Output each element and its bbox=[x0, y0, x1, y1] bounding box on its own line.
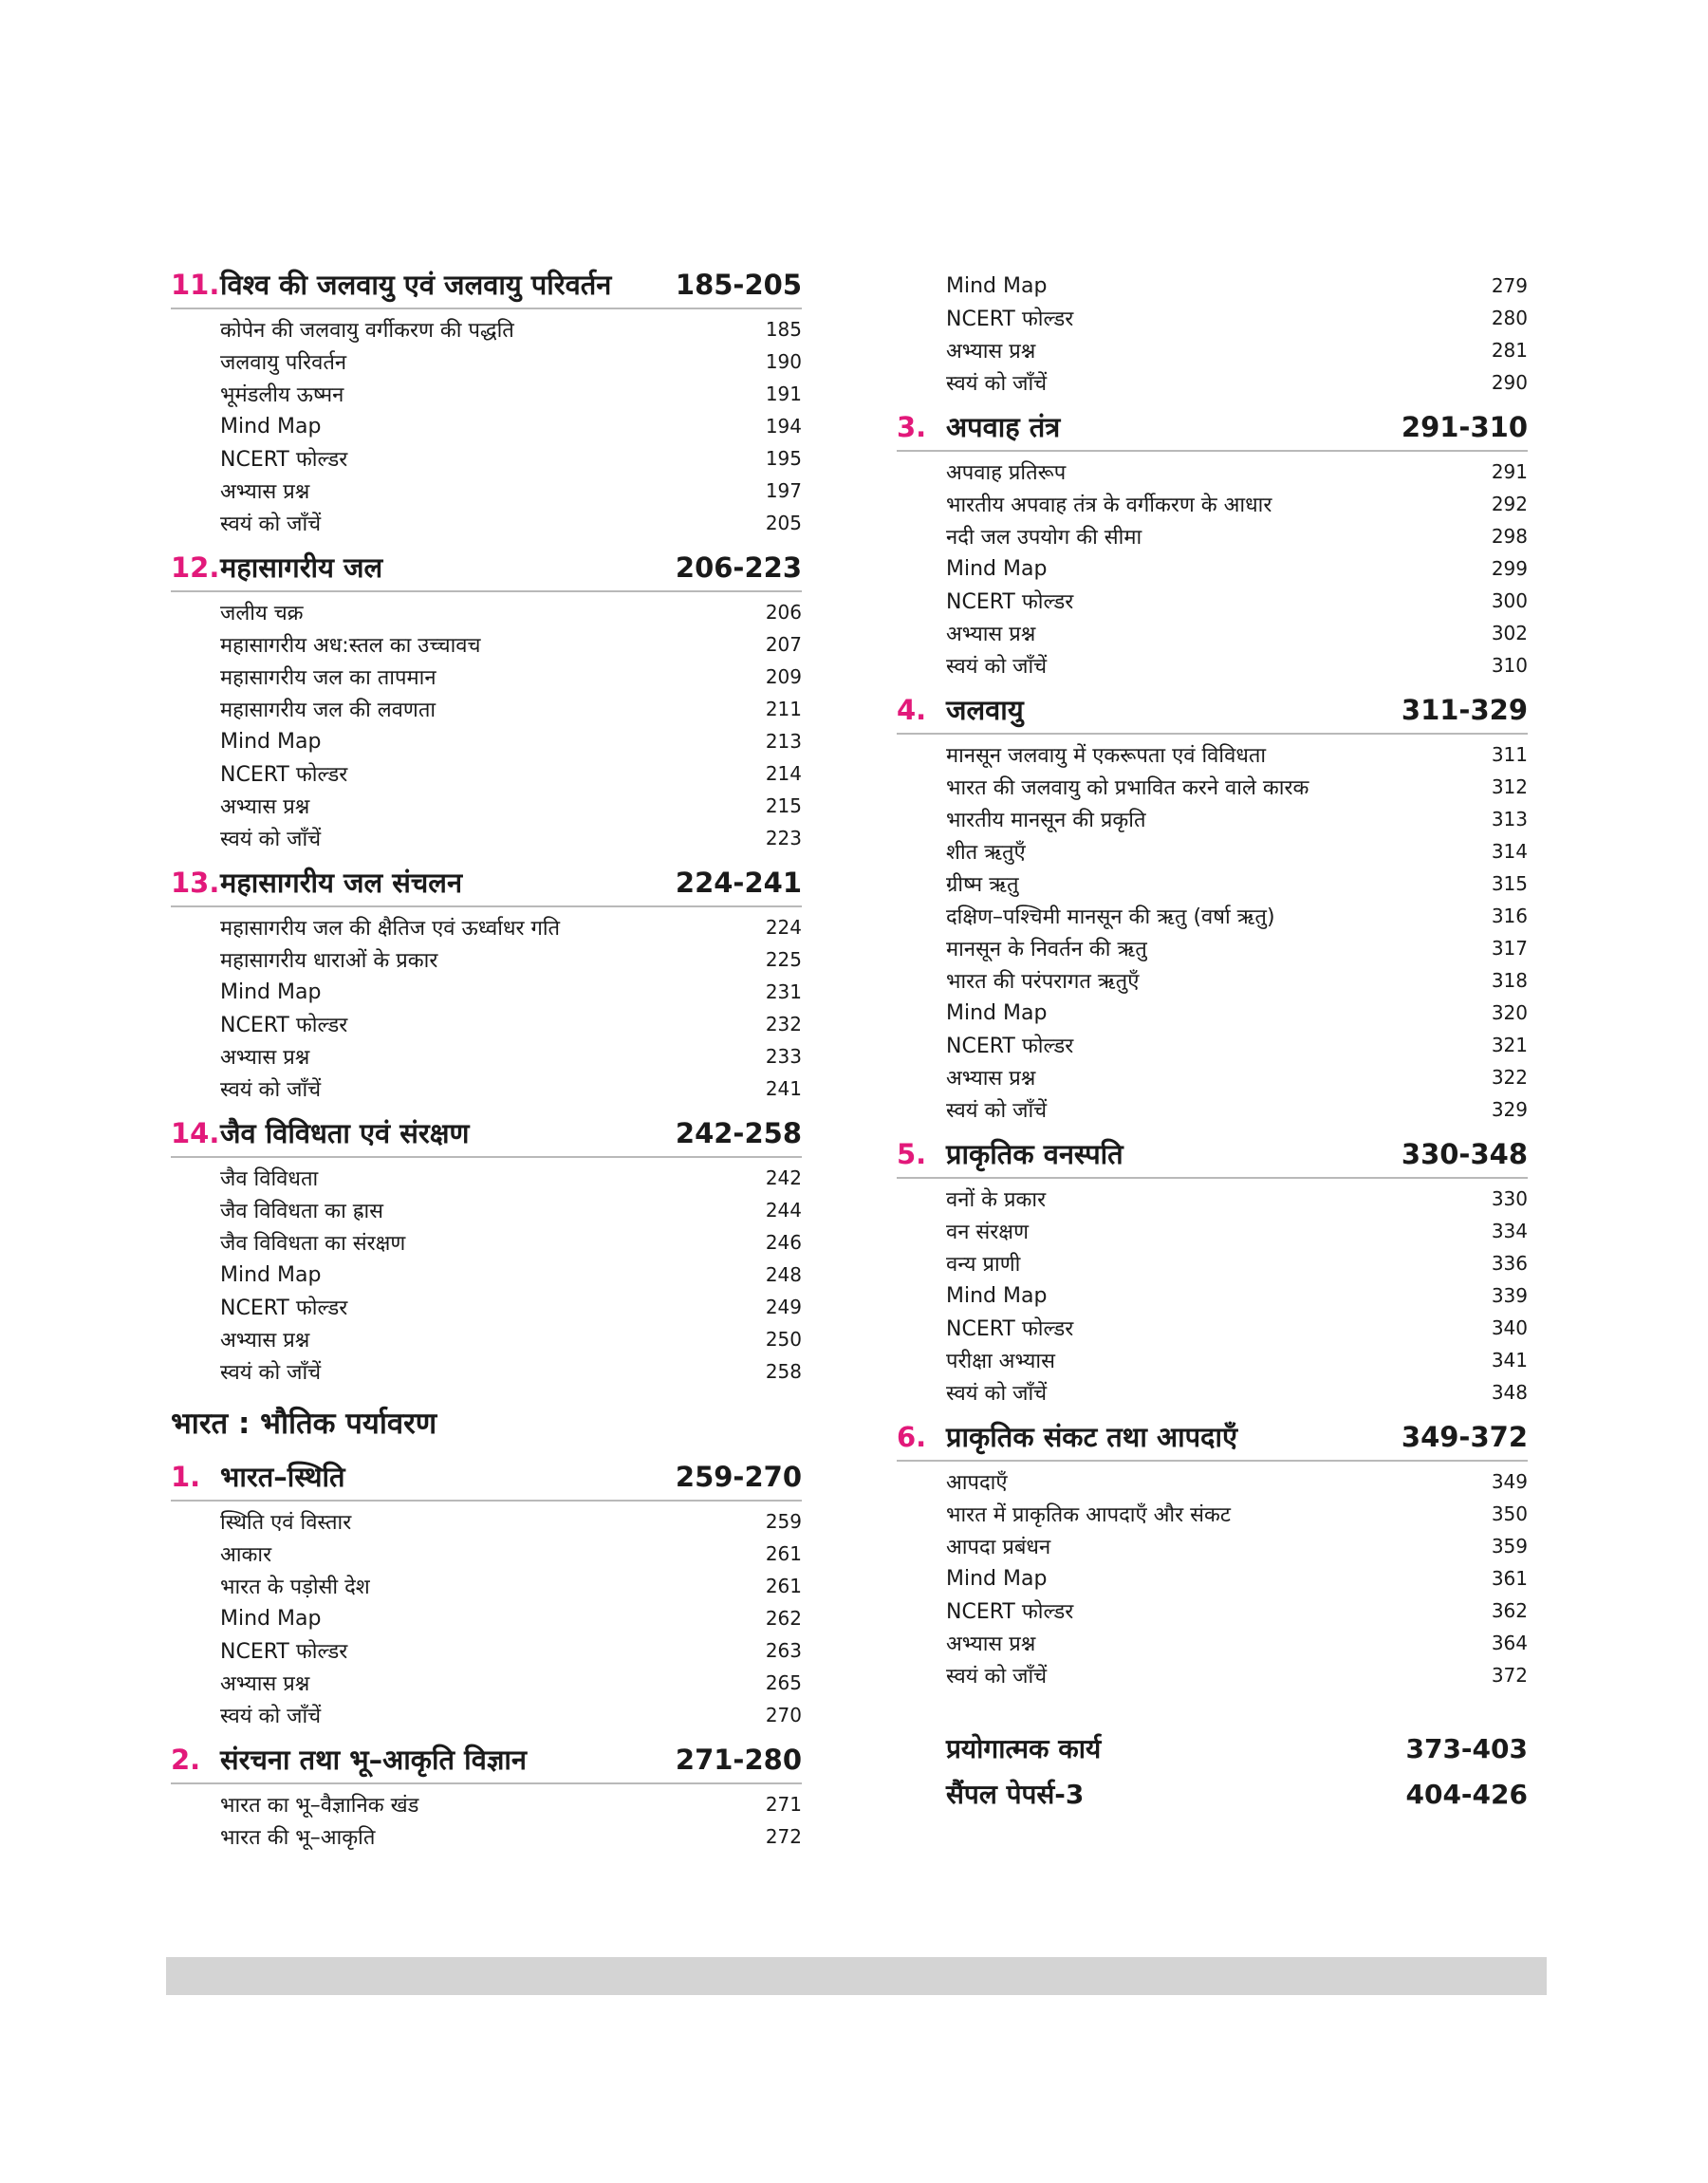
topic-label: मानसून जलवायु में एकरूपता एवं विविधता bbox=[946, 744, 1267, 768]
topic-entry[interactable] bbox=[897, 868, 1528, 900]
topic-page-number: 233 bbox=[765, 1045, 802, 1068]
topic-page-number: 194 bbox=[765, 415, 802, 438]
extra-label: सैंपल पेपर्स-3 bbox=[946, 1779, 1085, 1810]
topic-entry[interactable] bbox=[897, 488, 1528, 520]
topic-label: Mind Map bbox=[220, 1606, 322, 1631]
topic-page-number: 361 bbox=[1491, 1567, 1528, 1590]
topic-entry[interactable] bbox=[171, 313, 802, 345]
topic-label: Mind Map bbox=[220, 414, 322, 438]
topic-label: महासागरीय धाराओं के प्रकार bbox=[220, 949, 438, 973]
topic-page-number: 207 bbox=[765, 633, 802, 656]
topic-page-number: 224 bbox=[765, 916, 802, 939]
chapter-block bbox=[171, 266, 802, 549]
topic-entry[interactable] bbox=[171, 822, 802, 854]
topic-label: शीत ऋतुएँ bbox=[946, 841, 1026, 865]
topic-page-number: 334 bbox=[1491, 1220, 1528, 1242]
topic-label: भारतीय मानसून की प्रकृति bbox=[946, 809, 1146, 832]
topic-page-number: 339 bbox=[1491, 1284, 1528, 1307]
chapter-heading[interactable] bbox=[897, 1418, 1528, 1462]
chapter-number: 2. bbox=[171, 1744, 201, 1776]
topic-page-number: 290 bbox=[1491, 371, 1528, 394]
topic-entry[interactable] bbox=[897, 334, 1528, 366]
topic-label: जैव विविधता का ह्रास bbox=[220, 1200, 384, 1223]
topic-page-number: 320 bbox=[1491, 1001, 1528, 1024]
section-heading: भारत : भौतिक पर्यावरण bbox=[171, 1407, 437, 1441]
extra-entry[interactable] bbox=[897, 1726, 1528, 1771]
topic-list bbox=[171, 1502, 802, 1741]
topic-page-number: 209 bbox=[765, 665, 802, 688]
topic-page-number: 211 bbox=[765, 698, 802, 720]
topic-entry[interactable] bbox=[897, 302, 1528, 334]
chapter-title: महासागरीय जल संचलन bbox=[220, 867, 463, 899]
topic-entry[interactable] bbox=[897, 1530, 1528, 1562]
topic-entry[interactable] bbox=[897, 738, 1528, 771]
topic-page-number: 191 bbox=[765, 382, 802, 405]
topic-label: वन संरक्षण bbox=[946, 1221, 1029, 1244]
topic-page-number: 321 bbox=[1491, 1034, 1528, 1056]
topic-page-number: 315 bbox=[1491, 872, 1528, 895]
topic-label: Mind Map bbox=[220, 980, 322, 1004]
topic-label: अपवाह प्रतिरूप bbox=[946, 461, 1067, 485]
topic-page-number: 316 bbox=[1491, 905, 1528, 927]
topic-entry[interactable] bbox=[171, 1788, 802, 1820]
topic-label: अभ्यास प्रश्न bbox=[220, 1329, 310, 1353]
topic-label: वन्य प्राणी bbox=[946, 1253, 1021, 1277]
topic-page-number: 314 bbox=[1491, 840, 1528, 863]
chapter-page-range: 224-241 bbox=[675, 867, 802, 899]
topic-page-number: 215 bbox=[765, 794, 802, 817]
topic-list bbox=[897, 735, 1528, 1135]
topic-entry[interactable] bbox=[171, 1226, 802, 1259]
topic-entry[interactable] bbox=[171, 596, 802, 628]
topic-label: महासागरीय जल का तापमान bbox=[220, 666, 436, 690]
chapter-block bbox=[897, 1135, 1528, 1418]
topic-label: Mind Map bbox=[220, 729, 322, 754]
chapter-page-range: 291-310 bbox=[1401, 411, 1528, 443]
topic-label: जैव विविधता का संरक्षण bbox=[220, 1232, 406, 1256]
topic-page-number: 249 bbox=[765, 1296, 802, 1318]
topic-entry[interactable] bbox=[897, 456, 1528, 488]
chapter-number: 5. bbox=[897, 1138, 927, 1170]
topic-page-number: 270 bbox=[765, 1704, 802, 1726]
topic-entry[interactable] bbox=[171, 661, 802, 693]
chapter-page-range: 330-348 bbox=[1401, 1138, 1528, 1170]
topic-page-number: 223 bbox=[765, 827, 802, 849]
topic-label: NCERT फोल्डर bbox=[946, 1035, 1074, 1058]
topic-entry[interactable] bbox=[897, 520, 1528, 552]
topic-page-number: 359 bbox=[1491, 1535, 1528, 1558]
topic-page-number: 312 bbox=[1491, 775, 1528, 798]
topic-label: अभ्यास प्रश्न bbox=[946, 1633, 1036, 1656]
topic-entry[interactable] bbox=[171, 1162, 802, 1194]
chapter-heading[interactable] bbox=[171, 1458, 802, 1502]
chapter-heading[interactable] bbox=[897, 1135, 1528, 1179]
toc-left-column bbox=[171, 266, 802, 1862]
topic-label: आपदाएँ bbox=[946, 1471, 1008, 1495]
topic-page-number: 280 bbox=[1491, 307, 1528, 329]
topic-entry[interactable] bbox=[897, 270, 1528, 302]
chapter-title: अपवाह तंत्र bbox=[946, 411, 1061, 443]
topic-page-number: 248 bbox=[765, 1263, 802, 1286]
topic-label: जलवायु परिवर्तन bbox=[220, 351, 347, 375]
chapter-page-range: 311-329 bbox=[1401, 694, 1528, 726]
topic-page-number: 362 bbox=[1491, 1599, 1528, 1622]
topic-page-number: 364 bbox=[1491, 1632, 1528, 1654]
topic-entry[interactable] bbox=[897, 552, 1528, 585]
chapter-title: संरचना तथा भू–आकृति विज्ञान bbox=[220, 1744, 528, 1776]
topic-list bbox=[171, 907, 802, 1114]
topic-page-number: 318 bbox=[1491, 969, 1528, 992]
chapter-page-range: 242-258 bbox=[675, 1117, 802, 1149]
topic-label: NCERT फोल्डर bbox=[946, 1600, 1074, 1624]
topic-page-number: 241 bbox=[765, 1077, 802, 1100]
topic-label: कोपेन की जलवायु वर्गीकरण की पद्धति bbox=[220, 319, 514, 343]
topic-page-number: 206 bbox=[765, 601, 802, 624]
topic-entry[interactable] bbox=[897, 1312, 1528, 1344]
topic-entry[interactable] bbox=[897, 366, 1528, 399]
topic-entry[interactable] bbox=[171, 1355, 802, 1388]
chapter-title: विश्व की जलवायु एवं जलवायु परिवर्तन bbox=[220, 269, 612, 301]
topic-entry[interactable] bbox=[897, 900, 1528, 932]
topic-label: NCERT फोल्डर bbox=[220, 763, 348, 787]
chapter-block bbox=[171, 864, 802, 1114]
topic-list bbox=[171, 1158, 802, 1397]
topic-page-number: 330 bbox=[1491, 1187, 1528, 1210]
topic-label: परीक्षा अभ्यास bbox=[946, 1350, 1055, 1373]
topic-label: Mind Map bbox=[220, 1262, 322, 1287]
topic-entry[interactable] bbox=[171, 943, 802, 976]
topic-label: स्वयं को जाँचें bbox=[946, 1665, 1048, 1689]
topic-label: अभ्यास प्रश्न bbox=[946, 623, 1036, 646]
topic-label: भारत का भू–वैज्ञानिक खंड bbox=[220, 1794, 419, 1818]
topic-page-number: 341 bbox=[1491, 1349, 1528, 1371]
topic-entry[interactable] bbox=[171, 976, 802, 1008]
topic-label: NCERT फोल्डर bbox=[220, 448, 348, 472]
topic-label: अभ्यास प्रश्न bbox=[946, 340, 1036, 364]
topic-entry[interactable] bbox=[897, 1659, 1528, 1691]
topic-entry[interactable] bbox=[171, 1259, 802, 1291]
topic-entry[interactable] bbox=[171, 790, 802, 822]
topic-entry[interactable] bbox=[897, 964, 1528, 997]
topic-page-number: 244 bbox=[765, 1199, 802, 1222]
topic-entry[interactable] bbox=[897, 1183, 1528, 1215]
topic-page-number: 232 bbox=[765, 1013, 802, 1036]
topic-entry[interactable] bbox=[897, 585, 1528, 617]
topic-entry[interactable] bbox=[897, 1595, 1528, 1627]
topic-page-number: 317 bbox=[1491, 937, 1528, 960]
topic-entry[interactable] bbox=[171, 1008, 802, 1040]
topic-entry[interactable] bbox=[171, 628, 802, 661]
topic-page-number: 185 bbox=[765, 318, 802, 341]
topic-label: मानसून के निवर्तन की ऋतु bbox=[946, 938, 1147, 961]
topic-page-number: 311 bbox=[1491, 743, 1528, 766]
topic-page-number: 349 bbox=[1491, 1470, 1528, 1493]
topic-entry[interactable] bbox=[171, 1602, 802, 1634]
topic-page-number: 262 bbox=[765, 1607, 802, 1630]
topic-entry[interactable] bbox=[171, 1538, 802, 1570]
topic-page-number: 231 bbox=[765, 980, 802, 1003]
topic-page-number: 372 bbox=[1491, 1664, 1528, 1687]
topic-label: NCERT फोल्डर bbox=[946, 308, 1074, 331]
topic-label: भारत की परंपरागत ऋतुएँ bbox=[946, 970, 1140, 994]
topic-label: भारत की जलवायु को प्रभावित करने वाले कारक bbox=[946, 776, 1309, 800]
extra-page-range: 373-403 bbox=[1405, 1732, 1528, 1764]
topic-label: आपदा प्रबंधन bbox=[946, 1536, 1051, 1559]
topic-page-number: 336 bbox=[1491, 1252, 1528, 1275]
topic-page-number: 313 bbox=[1491, 808, 1528, 830]
topic-list bbox=[897, 266, 1528, 408]
topic-label: जैव विविधता bbox=[220, 1167, 319, 1191]
topic-label: भारतीय अपवाह तंत्र के वर्गीकरण के आधार bbox=[946, 494, 1272, 517]
topic-page-number: 292 bbox=[1491, 493, 1528, 515]
chapter-title: प्राकृतिक वनस्पति bbox=[946, 1138, 1123, 1170]
chapter-heading[interactable] bbox=[171, 266, 802, 309]
extras-list bbox=[897, 1726, 1528, 1817]
topic-page-number: 299 bbox=[1491, 557, 1528, 580]
topic-label: NCERT फोल्डर bbox=[946, 590, 1074, 614]
topic-list bbox=[897, 1462, 1528, 1701]
topic-entry[interactable] bbox=[171, 725, 802, 757]
topic-page-number: 258 bbox=[765, 1360, 802, 1383]
topic-entry[interactable] bbox=[897, 617, 1528, 649]
topic-entry[interactable] bbox=[897, 1029, 1528, 1061]
topic-label: भारत की भू–आकृति bbox=[220, 1826, 376, 1850]
topic-label: Mind Map bbox=[946, 1566, 1048, 1591]
topic-entry[interactable] bbox=[171, 1073, 802, 1105]
topic-entry[interactable] bbox=[171, 1820, 802, 1853]
chapter-block bbox=[171, 1114, 802, 1397]
topic-label: Mind Map bbox=[946, 1283, 1048, 1308]
topic-label: NCERT फोल्डर bbox=[220, 1297, 348, 1320]
topic-label: NCERT फोल्डर bbox=[946, 1317, 1074, 1341]
chapter-page-range: 206-223 bbox=[675, 551, 802, 584]
topic-label: Mind Map bbox=[946, 273, 1048, 298]
topic-page-number: 279 bbox=[1491, 274, 1528, 297]
topic-entry[interactable] bbox=[171, 1667, 802, 1699]
topic-entry[interactable] bbox=[171, 693, 802, 725]
chapter-page-range: 185-205 bbox=[675, 269, 802, 301]
topic-page-number: 281 bbox=[1491, 339, 1528, 362]
topic-entry[interactable] bbox=[171, 1634, 802, 1667]
topic-entry[interactable] bbox=[171, 757, 802, 790]
chapter-number: 14. bbox=[171, 1117, 220, 1149]
topic-entry[interactable] bbox=[171, 911, 802, 943]
topic-label: भारत के पड़ोसी देश bbox=[220, 1576, 370, 1599]
topic-page-number: 205 bbox=[765, 512, 802, 534]
topic-label: स्वयं को जाँचें bbox=[946, 1099, 1048, 1123]
chapter-block bbox=[171, 549, 802, 864]
topic-entry[interactable] bbox=[897, 803, 1528, 835]
topic-page-number: 261 bbox=[765, 1542, 802, 1565]
topic-label: स्थिति एवं विस्तार bbox=[220, 1511, 352, 1535]
topic-page-number: 265 bbox=[765, 1671, 802, 1694]
topic-label: महासागरीय अध:स्तल का उच्चावच bbox=[220, 634, 481, 658]
topic-list bbox=[171, 309, 802, 549]
chapter-number: 6. bbox=[897, 1421, 927, 1453]
topic-page-number: 271 bbox=[765, 1793, 802, 1816]
topic-entry[interactable] bbox=[171, 378, 802, 410]
chapter-title: भारत–स्थिति bbox=[220, 1461, 345, 1493]
chapter-heading[interactable] bbox=[171, 1741, 802, 1784]
topic-label: आकार bbox=[220, 1543, 272, 1567]
topic-label: स्वयं को जाँचें bbox=[946, 1382, 1048, 1406]
topic-label: अभ्यास प्रश्न bbox=[946, 1067, 1036, 1091]
topic-label: स्वयं को जाँचें bbox=[220, 1078, 322, 1102]
topic-label: स्वयं को जाँचें bbox=[946, 655, 1048, 679]
topic-entry[interactable] bbox=[171, 507, 802, 539]
topic-entry[interactable] bbox=[897, 1061, 1528, 1093]
topic-label: दक्षिण–पश्चिमी मानसून की ऋतु (वर्षा ऋतु) bbox=[946, 905, 1275, 929]
topic-page-number: 259 bbox=[765, 1510, 802, 1533]
extra-entry[interactable] bbox=[897, 1771, 1528, 1817]
chapter-heading[interactable] bbox=[897, 691, 1528, 735]
topic-entry[interactable] bbox=[897, 649, 1528, 681]
topic-page-number: 291 bbox=[1491, 460, 1528, 483]
extra-label: प्रयोगात्मक कार्य bbox=[946, 1733, 1102, 1764]
topic-entry[interactable] bbox=[897, 1247, 1528, 1279]
topic-entry[interactable] bbox=[897, 835, 1528, 868]
chapter-title: जैव विविधता एवं संरक्षण bbox=[220, 1117, 470, 1149]
topic-entry[interactable] bbox=[171, 1040, 802, 1073]
topic-label: स्वयं को जाँचें bbox=[220, 513, 322, 536]
topic-entry[interactable] bbox=[897, 1344, 1528, 1376]
topic-label: वनों के प्रकार bbox=[946, 1188, 1047, 1212]
topic-entry[interactable] bbox=[897, 1279, 1528, 1312]
topic-page-number: 322 bbox=[1491, 1066, 1528, 1089]
topic-entry[interactable] bbox=[171, 1291, 802, 1323]
topic-label: Mind Map bbox=[946, 1000, 1048, 1025]
chapter-heading[interactable] bbox=[171, 549, 802, 592]
topic-label: स्वयं को जाँचें bbox=[220, 1361, 322, 1385]
chapter-number: 13. bbox=[171, 867, 220, 899]
chapter-block bbox=[897, 1418, 1528, 1701]
topic-page-number: 298 bbox=[1491, 525, 1528, 548]
topic-entry[interactable] bbox=[897, 1627, 1528, 1659]
topic-entry[interactable] bbox=[897, 1376, 1528, 1409]
topic-page-number: 242 bbox=[765, 1166, 802, 1189]
chapter-title: प्राकृतिक संकट तथा आपदाएँ bbox=[946, 1421, 1238, 1453]
topic-page-number: 246 bbox=[765, 1231, 802, 1254]
chapter-title: जलवायु bbox=[946, 694, 1024, 726]
topic-label: भारत में प्राकृतिक आपदाएँ और संकट bbox=[946, 1503, 1231, 1527]
topic-label: NCERT फोल्डर bbox=[220, 1640, 348, 1664]
topic-entry[interactable] bbox=[171, 1505, 802, 1538]
chapter-number: 3. bbox=[897, 411, 927, 443]
topic-page-number: 310 bbox=[1491, 654, 1528, 677]
topic-page-number: 250 bbox=[765, 1328, 802, 1351]
topic-page-number: 272 bbox=[765, 1825, 802, 1848]
topic-page-number: 190 bbox=[765, 350, 802, 373]
chapter-number: 12. bbox=[171, 551, 220, 584]
topic-entry[interactable] bbox=[897, 1093, 1528, 1126]
topic-page-number: 350 bbox=[1491, 1502, 1528, 1525]
topic-page-number: 261 bbox=[765, 1575, 802, 1597]
topic-page-number: 300 bbox=[1491, 589, 1528, 612]
topic-list bbox=[897, 1179, 1528, 1418]
chapter-page-range: 271-280 bbox=[675, 1744, 802, 1776]
topic-label: नदी जल उपयोग की सीमा bbox=[946, 526, 1142, 550]
topic-page-number: 340 bbox=[1491, 1316, 1528, 1339]
topic-label: जलीय चक्र bbox=[220, 602, 304, 625]
chapter-heading[interactable] bbox=[171, 1114, 802, 1158]
topic-page-number: 225 bbox=[765, 948, 802, 971]
topic-entry[interactable] bbox=[897, 1465, 1528, 1498]
topic-entry[interactable] bbox=[171, 1699, 802, 1731]
topic-page-number: 263 bbox=[765, 1639, 802, 1662]
topic-label: अभ्यास प्रश्न bbox=[220, 1046, 310, 1070]
chapter-number: 1. bbox=[171, 1461, 201, 1493]
topic-entry[interactable] bbox=[897, 997, 1528, 1029]
topic-label: स्वयं को जाँचें bbox=[220, 828, 322, 851]
topic-list bbox=[171, 1784, 802, 1862]
toc-right-column bbox=[897, 266, 1528, 1817]
chapter-block bbox=[171, 1458, 802, 1741]
topic-page-number: 214 bbox=[765, 762, 802, 785]
chapter-block bbox=[171, 1741, 802, 1862]
topic-entry[interactable] bbox=[171, 475, 802, 507]
footer-bar bbox=[166, 1957, 1547, 1995]
extra-page-range: 404-426 bbox=[1405, 1778, 1528, 1810]
topic-label: भूमंडलीय ऊष्मन bbox=[220, 383, 344, 407]
chapter-block bbox=[897, 691, 1528, 1135]
topic-entry[interactable] bbox=[897, 771, 1528, 803]
topic-entry[interactable] bbox=[171, 410, 802, 442]
topic-list bbox=[171, 592, 802, 864]
topic-page-number: 302 bbox=[1491, 622, 1528, 644]
topic-label: अभ्यास प्रश्न bbox=[220, 480, 310, 504]
topic-page-number: 195 bbox=[765, 447, 802, 470]
topic-label: स्वयं को जाँचें bbox=[946, 372, 1048, 396]
topic-page-number: 348 bbox=[1491, 1381, 1528, 1404]
topic-label: NCERT फोल्डर bbox=[220, 1014, 348, 1037]
chapter-page-range: 349-372 bbox=[1401, 1421, 1528, 1453]
topic-entry[interactable] bbox=[171, 345, 802, 378]
topic-label: Mind Map bbox=[946, 556, 1048, 581]
chapter-heading[interactable] bbox=[897, 408, 1528, 452]
topic-page-number: 213 bbox=[765, 730, 802, 753]
topic-label: अभ्यास प्रश्न bbox=[220, 1672, 310, 1696]
topic-label: ग्रीष्म ऋतु bbox=[946, 873, 1019, 897]
topic-list bbox=[897, 452, 1528, 691]
chapter-page-range: 259-270 bbox=[675, 1461, 802, 1493]
topic-entry[interactable] bbox=[897, 1215, 1528, 1247]
topic-entry[interactable] bbox=[171, 1323, 802, 1355]
topic-label: अभ्यास प्रश्न bbox=[220, 795, 310, 819]
topic-entry[interactable] bbox=[171, 442, 802, 475]
topic-entry[interactable] bbox=[897, 1498, 1528, 1530]
topic-label: महासागरीय जल की लवणता bbox=[220, 699, 436, 722]
chapter-heading[interactable] bbox=[171, 864, 802, 907]
chapter-number: 4. bbox=[897, 694, 927, 726]
topic-label: महासागरीय जल की क्षैतिज एवं ऊर्ध्वाधर गति bbox=[220, 917, 561, 941]
topic-label: स्वयं को जाँचें bbox=[220, 1705, 322, 1728]
chapter-number: 11. bbox=[171, 269, 220, 301]
topic-entry[interactable] bbox=[171, 1570, 802, 1602]
chapter-block bbox=[897, 408, 1528, 691]
topic-entry[interactable] bbox=[897, 932, 1528, 964]
topic-page-number: 329 bbox=[1491, 1098, 1528, 1121]
chapter-title: महासागरीय जल bbox=[220, 551, 383, 584]
topic-entry[interactable] bbox=[171, 1194, 802, 1226]
chapter-block bbox=[897, 266, 1528, 408]
topic-entry[interactable] bbox=[897, 1562, 1528, 1595]
topic-page-number: 197 bbox=[765, 479, 802, 502]
